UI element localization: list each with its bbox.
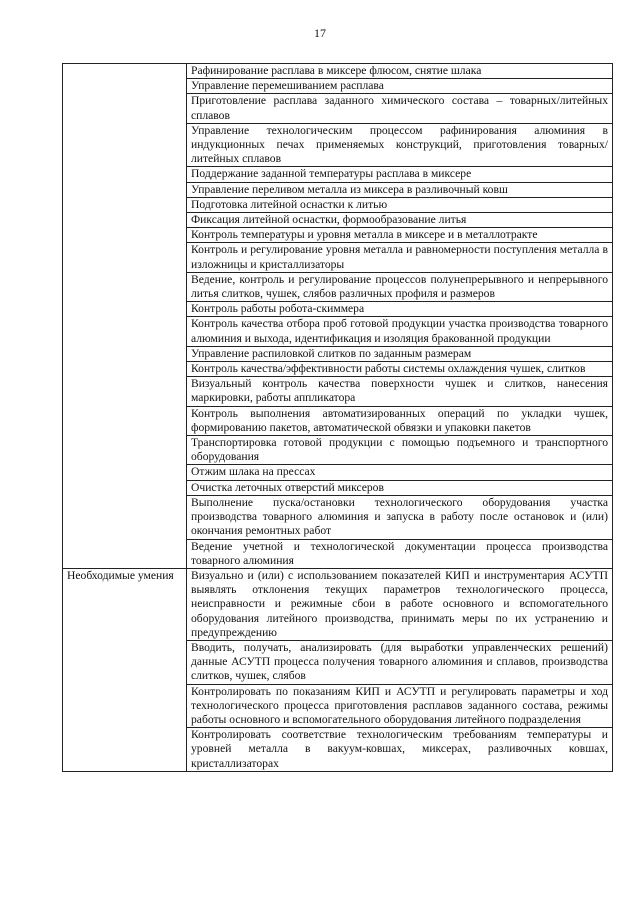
table-cell — [187, 317, 613, 346]
item-text: Визуально и (или) с использованием показателей КИП и инструментария АСУТП выявлять отклонения текущих параметров технологического процесса, неисправности и режимные сбои в работе основного и вспомогательного оборудования литейного производства, принимать меры по их устранению и предупреждению — [191, 568, 608, 639]
table-cell — [187, 495, 613, 539]
table-cell — [187, 406, 613, 435]
table-row — [63, 568, 613, 640]
item-text: Подготовка литейной оснастки к литью — [191, 197, 388, 211]
table-cell — [187, 465, 613, 480]
item-text: Выполнение пуска/остановки технологического оборудования участка производства товарного алюминия и запуска в работу после остановок и (или) окончания ремонтных работ — [191, 495, 608, 538]
table-cell — [187, 377, 613, 406]
item-text: Управление переливом металла из миксера в разливочный ковш — [191, 182, 508, 196]
item-text: Контролировать по показаниям КИП и АСУТП и регулировать параметры и ход технологического процесса приготовления расплавов заданного состава, режимы работы основного и вспомогательного оборудования литейного подразделения — [191, 684, 608, 726]
table-cell — [187, 123, 613, 167]
table-cell — [187, 362, 613, 377]
table-cell — [187, 94, 613, 123]
table-cell — [187, 728, 613, 772]
table-cell — [187, 272, 613, 301]
table-cell — [187, 480, 613, 495]
item-text: Очистка леточных отверстий миксеров — [191, 480, 384, 494]
item-text: Контроль и регулирование уровня металла и равномерности поступления металла в изложницы и кристаллизаторы — [191, 243, 608, 271]
table-cell — [187, 197, 613, 212]
table-cell — [187, 436, 613, 465]
item-text: Контроль работы робота-скиммера — [191, 302, 365, 316]
item-text: Контроль выполнения автоматизированных операций по укладки чушек, формированию пакетов, автоматической обвязки и упаковки пакетов — [191, 406, 608, 434]
item-text: Поддержание заданной температуры расплава в миксере — [191, 167, 472, 181]
item-text: Контроль температуры и уровня металла в миксере и в металлотракте — [191, 228, 538, 242]
item-text: Контролировать соответствие технологическим требованиям температуры и уровней металла в вакуум-ковшах, миксерах, разливочных ковшах, кристаллизаторах — [191, 728, 608, 770]
item-text: Контроль качества отбора проб готовой продукции участка производства товарного алюминия и выхода, идентификация и изоляция бракованной продукции — [191, 317, 608, 345]
competency-table — [62, 63, 613, 772]
item-text: Ведение, контроль и регулирование процессов полунепрерывного и непрерывного литья слитков, чушек, слябов различных профиля и размеров — [191, 272, 608, 301]
item-text: Фиксация литейной оснастки, формообразование литья — [191, 213, 467, 227]
item-text: Отжим шлака на прессах — [191, 465, 316, 479]
table-cell — [187, 346, 613, 361]
table-cell — [187, 302, 613, 317]
item-text: Рафинирование расплава в миксере флюсом, снятие шлака — [191, 64, 482, 77]
item-text: Управление перемешиванием расплава — [191, 79, 384, 93]
item-text: Контроль качества/эффективности работы системы охлаждения чушек, слитков — [191, 362, 586, 376]
table-cell — [187, 64, 613, 79]
table-cell — [187, 213, 613, 228]
item-text: Вводить, получать, анализировать (для выработки управленческих решений) данные АСУТП процесса получения товарного алюминия и сплавов, производства слитков, чушек, слябов — [191, 640, 608, 683]
table-cell — [187, 640, 613, 684]
table-cell — [187, 539, 613, 568]
table-cell — [187, 228, 613, 243]
table-cell — [187, 568, 613, 640]
section-label — [63, 64, 187, 569]
item-text: Ведение учетной и технологической документации процесса производства товарного алюминия — [191, 539, 608, 567]
item-text: Управление технологическим процессом рафинирования алюминия в индукционных печах применяемых конструкций, приготовления товарных/литейных сплавов — [191, 123, 608, 166]
table-cell — [187, 684, 613, 728]
item-text: Транспортировка готовой продукции с помощью подъемного и транспортного оборудования — [191, 436, 608, 464]
table-cell — [187, 182, 613, 197]
table-cell — [187, 243, 613, 272]
section-label: Необходимые умения — [63, 568, 187, 771]
item-text: Визуальный контроль качества поверхности чушек и слитков, нанесения маркировки, работы аппликатора — [191, 377, 608, 405]
table-row — [63, 64, 613, 79]
item-text: Приготовление расплава заданного химического состава – товарных/литейных сплавов — [191, 94, 608, 122]
table-cell — [187, 79, 613, 94]
item-text: Управление распиловкой слитков по заданным размерам — [191, 346, 472, 360]
table-cell — [187, 167, 613, 182]
page-number: 17 — [314, 26, 326, 40]
